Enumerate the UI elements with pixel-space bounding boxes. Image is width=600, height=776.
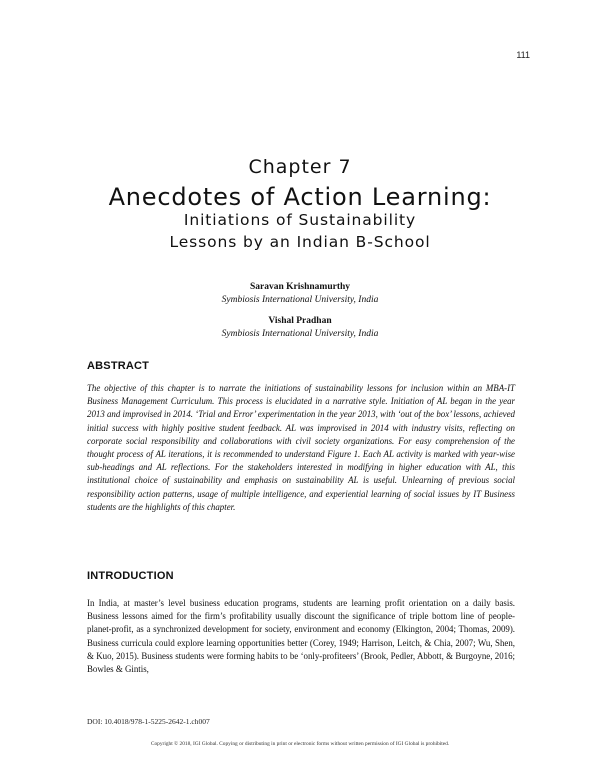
author-block-2 [0, 315, 600, 341]
page-number: 111 [516, 50, 530, 60]
copyright-notice: Copyright © 2018, IGI Global. Copying or distributing in print or electronic forms without written permission of IGI Global is prohibited. [150, 741, 450, 747]
author-affiliation: Symbiosis International University, India [221, 295, 379, 305]
author-name: Saravan Krishnamurthy [249, 282, 351, 292]
doi: DOI: 10.4018/978-1-5225-2642-1.ch007 [87, 717, 210, 726]
introduction-heading: INTRODUCTION [87, 570, 174, 582]
abstract-heading: ABSTRACT [87, 360, 150, 372]
author-block-1 [0, 281, 600, 307]
abstract-text: The objective of this chapter is to narrate the initiations of sustainability lessons for inclusion within an MBA-IT Business Management Curriculum. This process is elucidated in a narrative style. Initiation of AL began in the year 2013 and improvised in 2014. ‘Trial and Error’ experimentation in the year 2013, with ‘out of the box’ lessons, achieved initial success with highly positive student feedback. AL was improvised in 2014 with industry visits, reflecting on corporate social responsibility and collaborations with civil society organizations. For easy comprehension of the thought process of AL iterations, it is recommended to understand Figure 1. Each AL activity is marked with year-wise sub-headings and AL reflections. For the stakeholders interested in modifying in higher education with AL, this institutional choice of sustainability and emphasis on sustainability AL is useful. Unlearning of previous social responsibility action patterns, usage of multiple intelligence, and experiential learning of social issues by IT Business students are the highlights of this chapter. [87, 383, 515, 512]
author-affiliation: Symbiosis International University, India [221, 329, 379, 339]
introduction-text: In India, at master’s level business education programs, students are learning profit orientation on a daily basis. Business lessons aimed for the firm’s profitability usually discount the significance of triple bottom line of people-planet-profit, as a synchronized development for society, environment and economy (Elkington, 2004; Thomas, 2009). Business curricula could explore learning opportunities better (Corey, 1949; Harrison, Leitch, & Chia, 2007; Wu, Shen, & Kuo, 2015). Business students were forming habits to be ‘only-profiteers’ (Brook, Pedler, Abbott, & Burgoyne, 2016; Bowles & Gintis, [87, 598, 515, 675]
author-name: Vishal Pradhan [268, 316, 332, 326]
chapter-subtitle [0, 209, 600, 253]
subtitle-line-1: Initiations of Sustainability [183, 211, 417, 229]
subtitle-line-2: Lessons by an Indian B-School [169, 233, 431, 251]
chapter-label: Chapter 7 [248, 156, 352, 178]
chapter-title: Anecdotes of Action Learning: [108, 183, 492, 211]
